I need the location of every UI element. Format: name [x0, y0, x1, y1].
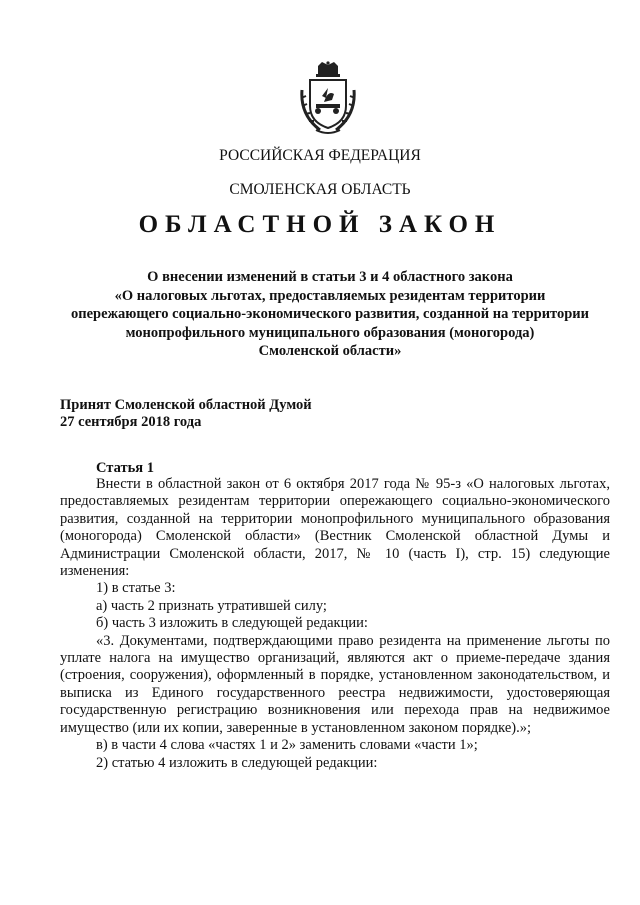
article-paragraph: 1) в статье 3:	[96, 580, 176, 597]
article-paragraph: Внести в областной закон от 6 октября 2017 года № 95-з «О налоговых льготах, предоставляемых резидентам территории опережающего социально-экономического развития, созданной на территории монопрофильного муниципального образования (моногорода) Смоленской области» (Вестник Смоленской областной Думы и Администрации Смоленской области, 2017, № 10 (часть I), стр. 15) следующие изменения:	[60, 476, 610, 580]
smolensk-coat-of-arms-emblem	[296, 60, 360, 138]
adopted-by: Принят Смоленской областной Думой	[60, 397, 312, 413]
subtitle-line: «О налоговых льготах, предоставляемых резидентам территории	[114, 287, 546, 304]
article-paragraph: б) часть 3 изложить в следующей редакции:	[96, 615, 368, 632]
subtitle-line: О внесении изменений в статьи 3 и 4 областного закона	[147, 269, 513, 285]
country-heading: РОССИЙСКАЯ ФЕДЕРАЦИЯ	[219, 147, 421, 164]
law-subtitle	[40, 268, 620, 361]
article-paragraph: в) в части 4 слова «частях 1 и 2» заменить словами «части 1»;	[96, 737, 478, 754]
article-paragraph: а) часть 2 признать утратившей силу;	[96, 597, 327, 614]
article-paragraph: 2) статью 4 изложить в следующей редакции:	[96, 754, 378, 771]
article-paragraph: «3. Документами, подтверждающими право резидента на применение льготы по уплате налога на имущество организаций, являются акт о приеме-передаче здания (строения, сооружения), оформленный в порядке, установленном законодательством, и выписка из Единого государственного реестра недвижимости, удостоверяющая государственную регистрацию возникновения или перехода прав на недвижимое имущество (или их копии, заверенные в установленном законом порядке).»;	[60, 632, 610, 736]
article-title: Статья 1	[96, 460, 154, 476]
subtitle-line: опережающего социально-экономического развития, созданной на территории	[70, 306, 590, 322]
adoption-date: 27 сентября 2018 года	[60, 414, 202, 430]
document-type-title: ОБЛАСТНОЙ ЗАКОН	[138, 211, 502, 238]
subtitle-line: Смоленской области»	[258, 343, 402, 359]
adoption-info	[60, 397, 312, 431]
subtitle-line: монопрофильного муниципального образования (моногорода)	[125, 324, 535, 341]
article-body	[60, 476, 610, 772]
region-heading: СМОЛЕНСКАЯ ОБЛАСТЬ	[229, 181, 411, 198]
